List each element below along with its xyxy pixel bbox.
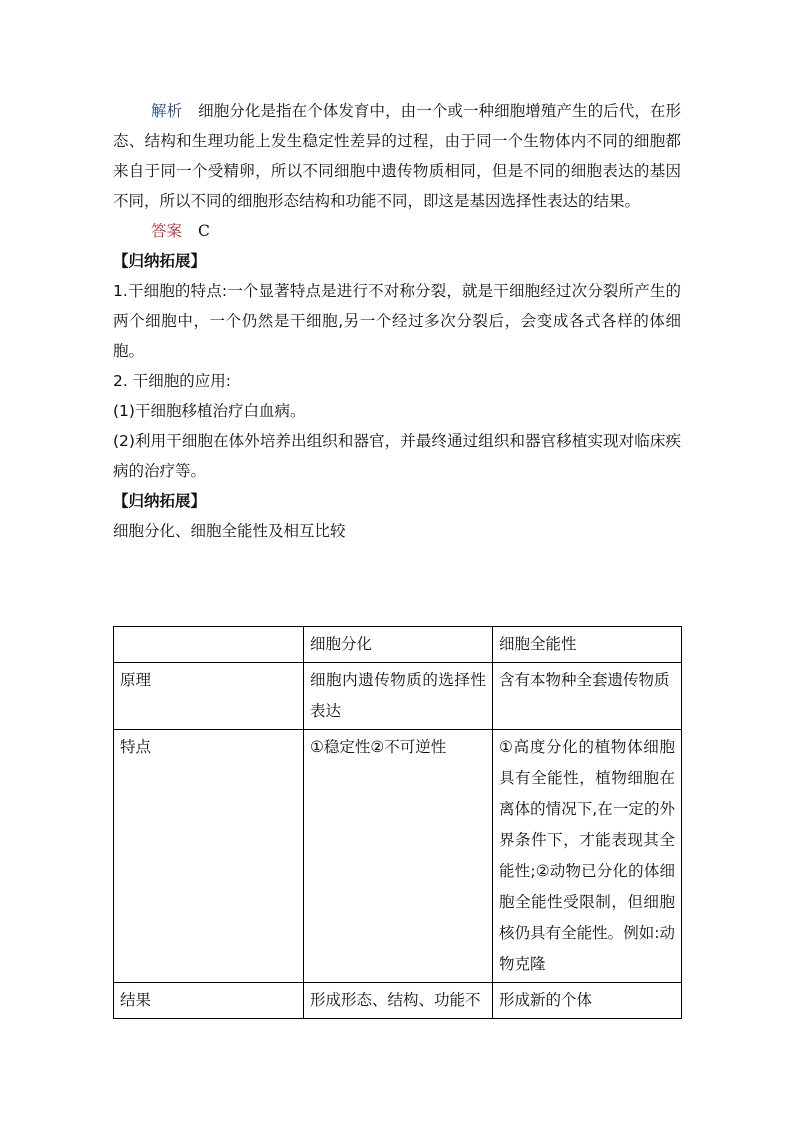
section-heading-1: 【归纳拓展】	[113, 252, 207, 270]
table-header-cell: 细胞分化	[304, 627, 493, 663]
table-row	[114, 730, 682, 983]
answer-paragraph	[113, 216, 681, 246]
table-header-cell: 细胞全能性	[493, 627, 682, 663]
application-item-2: (2)利用干细胞在体外培养出组织和器官，并最终通过组织和器官移植实现对临床疾病的治疗等。	[113, 432, 681, 480]
answer-label: 答案	[151, 222, 183, 240]
table-cell: 细胞内遗传物质的选择性表达	[304, 663, 493, 730]
section-heading-2: 【归纳拓展】	[113, 492, 207, 510]
table-cell: ①高度分化的植物体细胞具有全能性，植物细胞在离体的情况下,在一定的外界条件下，才能表现其全能性;②动物已分化的体细胞全能性受限制，但细胞核仍具有全能性。例如:动物克隆	[493, 730, 682, 983]
table-header-cell	[114, 627, 304, 663]
document-body	[113, 96, 681, 546]
table-cell: 形成形态、结构、功能不	[304, 983, 493, 1019]
stem-cell-feature: 1.干细胞的特点:一个显著特点是进行不对称分裂，就是干细胞经过次分裂所产生的两个细胞中，一个仍然是干细胞,另一个经过多次分裂后，会变成各式各样的体细胞。	[113, 282, 681, 360]
table-cell: 原理	[114, 663, 304, 730]
table-cell: 含有本物种全套遗传物质	[493, 663, 682, 730]
table-cell: 形成新的个体	[493, 983, 682, 1019]
answer-value: C	[198, 222, 210, 240]
application-item-1: (1)干细胞移植治疗白血病。	[113, 402, 306, 420]
table-header-row	[114, 627, 682, 663]
table-row	[114, 983, 682, 1019]
table-cell: 结果	[114, 983, 304, 1019]
table-cell: 特点	[114, 730, 304, 983]
comparison-subtitle: 细胞分化、细胞全能性及相互比较	[113, 522, 346, 540]
stem-cell-application: 2. 干细胞的应用:	[113, 372, 231, 390]
comparison-table	[113, 626, 682, 1019]
analysis-label: 解析	[151, 102, 183, 120]
analysis-text: 细胞分化是指在个体发育中，由一个或一种细胞增殖产生的后代，在形态、结构和生理功能上发生稳定性差异的过程，由于同一个生物体内不同的细胞都来自于同一个受精卵，所以不同细胞中遗传物质相同，但是不同的细胞表达的基因不同，所以不同的细胞形态结构和功能不同，即这是基因选择性表达的结果。	[113, 102, 681, 210]
table-cell: ①稳定性②不可逆性	[304, 730, 493, 983]
analysis-paragraph	[113, 96, 681, 216]
table-row	[114, 663, 682, 730]
